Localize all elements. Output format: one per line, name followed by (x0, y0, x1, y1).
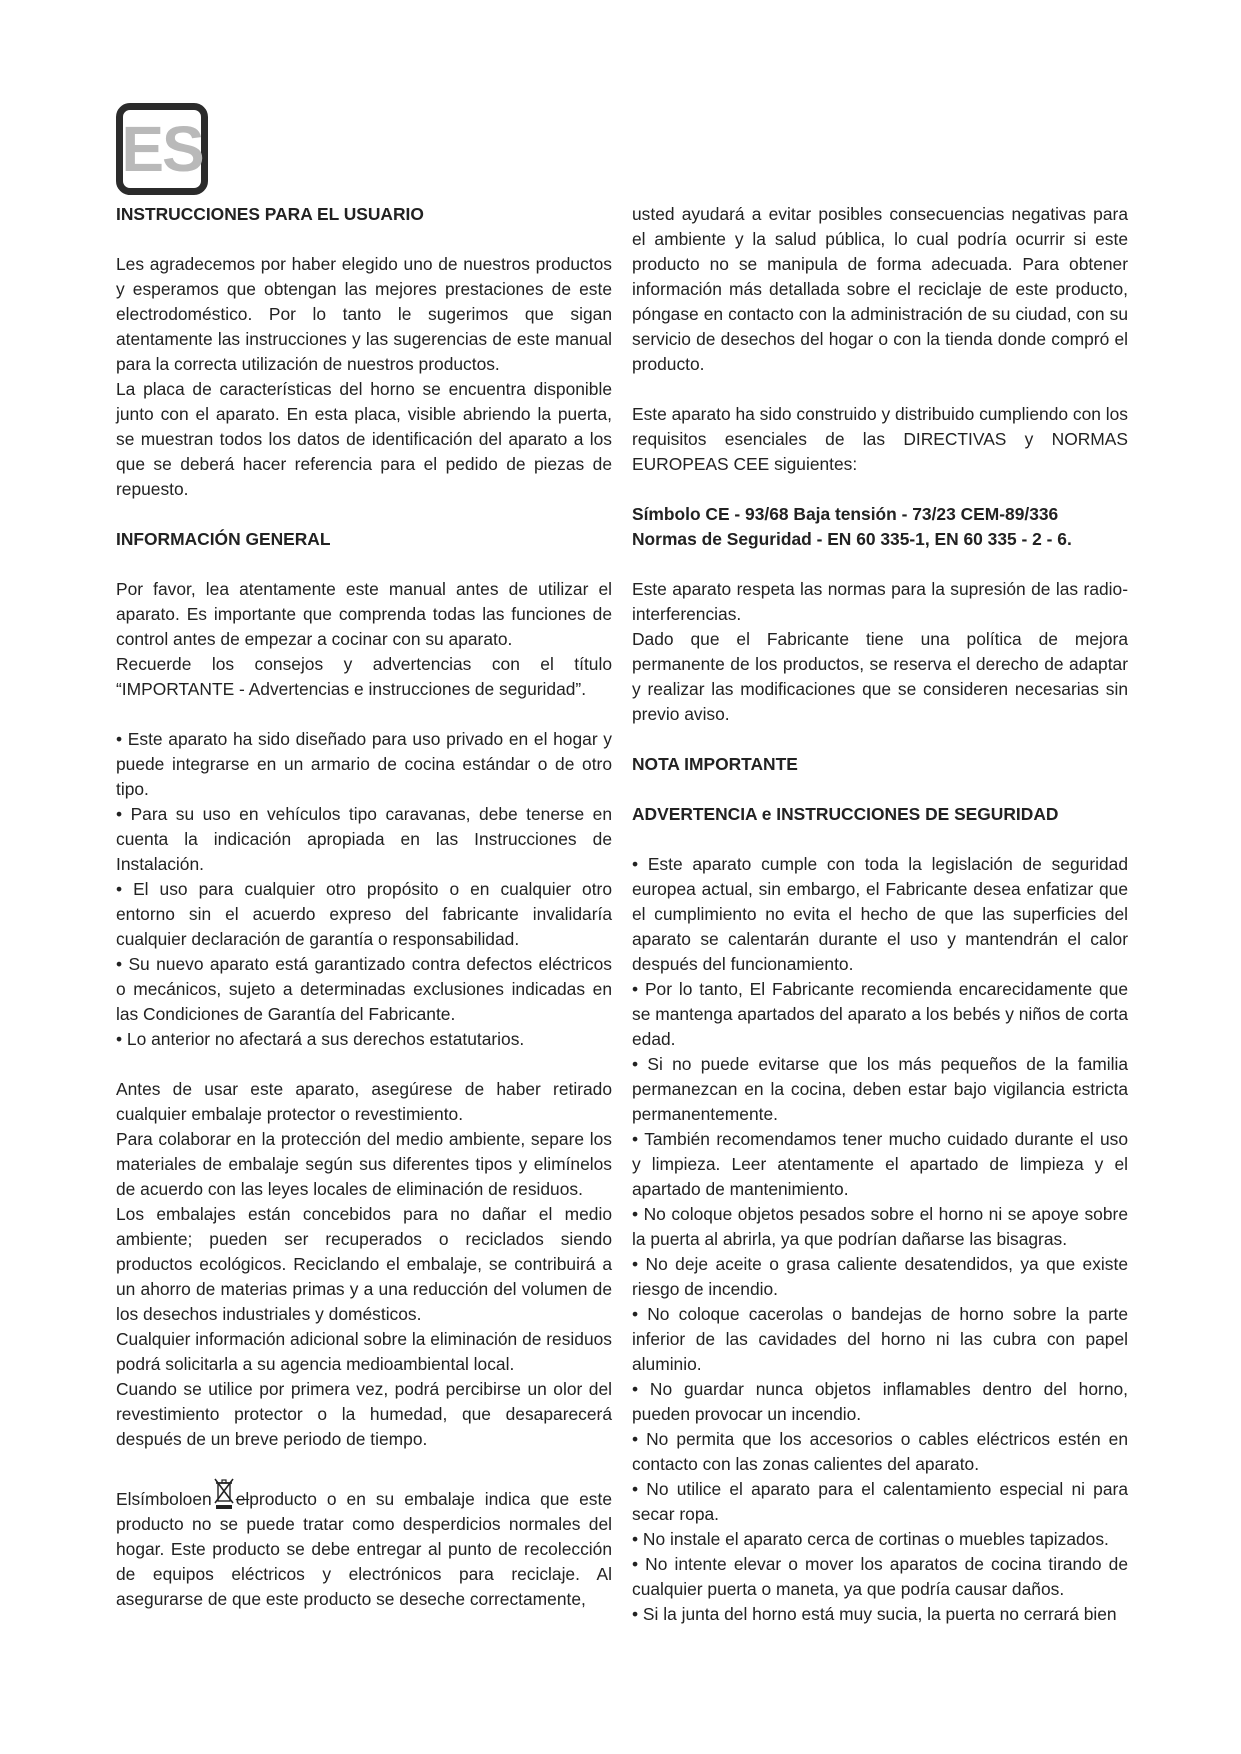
bullet-item: • Este aparato ha sido diseñado para uso privado en el hogar y puede integrarse en un armario de cocina estándar o de otro tipo. (116, 729, 612, 799)
bullet-item: • No permita que los accesorios o cables eléctricos estén en contacto con las zonas calientes del aparato. (632, 1429, 1128, 1474)
bullet-item: • El uso para cualquier otro propósito o en cualquier otro entorno sin el acuerdo expreso del fabricante invalidaría cualquier declaración de garantía o responsabilidad. (116, 879, 612, 949)
directive-line: Símbolo CE - 93/68 Baja tensión - 73/23 CEM-89/336 (632, 504, 1059, 524)
paragraph: Este aparato ha sido construido y distribuido cumpliendo con los requisitos esenciales de las DIRECTIVAS y NORMAS EUROPEAS CEE siguientes: (632, 404, 1128, 474)
paragraph: Cualquier información adicional sobre la eliminación de residuos podrá solicitarla a su agencia medioambiental local. (116, 1329, 612, 1374)
paragraph: La placa de características del horno se encuentra disponible junto con el aparato. En esta placa, visible abriendo la puerta, se muestran todos los datos de identificación del aparato a los que se deberá hacer referencia para el pedido de piezas de repuesto. (116, 379, 612, 499)
section-title-instructions: INSTRUCCIONES PARA EL USUARIO (116, 204, 424, 224)
bullet-item: • Este aparato cumple con toda la legislación de seguridad europea actual, sin embargo, el Fabricante desea enfatizar que el cumplimiento no evita el hecho de que las superficies del aparato se calentarán durante el uso y mantendrán el calor después del funcionamiento. (632, 854, 1128, 974)
paragraph: Por favor, lea atentamente este manual antes de utilizar el aparato. Es importante que comprenda todas las funciones de control antes de empezar a cocinar con su aparato. (116, 579, 612, 649)
language-badge (116, 103, 208, 195)
bullet-item: • No coloque cacerolas o bandejas de horno sobre la parte inferior de las cavidades del horno ni las cubra con papel aluminio. (632, 1304, 1128, 1374)
bullet-item: • También recomendamos tener mucho cuidado durante el uso y limpieza. Leer atentamente el apartado de limpieza y el apartado de mantenimiento. (632, 1129, 1128, 1199)
paragraph: Los embalajes están concebidos para no dañar el medio ambiente; pueden ser recuperados o reciclados siendo productos ecológicos. Reciclando el embalaje, se contribuirá a un ahorro de materias primas y a una reducción del volumen de los desechos industriales y domésticos. (116, 1204, 612, 1324)
paragraph: Cuando se utilice por primera vez, podrá percibirse un olor del revestimiento protector o la humedad, que desaparecerá después de un breve periodo de tiempo. (116, 1379, 612, 1449)
paragraph: usted ayudará a evitar posibles consecuencias negativas para el ambiente y la salud pública, lo cual podría ocurrir si este producto no se manipula de forma adecuada. Para obtener información más detallada sobre el reciclaje de este producto, póngase en contacto con la administración de su ciudad, con su servicio de desechos del hogar o con la tienda donde compró el producto. (632, 204, 1128, 374)
section-title-important-note: NOTA IMPORTANTE (632, 754, 798, 774)
crossed-bin-icon (214, 1477, 234, 1511)
bullet-item: • Por lo tanto, El Fabricante recomienda encarecidamente que se mantenga apartados del aparato a los bebés y niños de corta edad. (632, 979, 1128, 1049)
paragraph: Dado que el Fabricante tiene una política de mejora permanente de los productos, se reserva el derecho de adaptar y realizar las modificaciones que se consideren necesarias sin previo aviso. (632, 629, 1128, 724)
bullet-item: • No coloque objetos pesados sobre el horno ni se apoye sobre la puerta al abrirla, ya que podrían dañarse las bisagras. (632, 1204, 1128, 1249)
section-title-general-info: INFORMACIÓN GENERAL (116, 529, 331, 549)
bullet-item: • No guardar nunca objetos inflamables dentro del horno, pueden provocar un incendio. (632, 1379, 1128, 1424)
weee-paragraph (116, 1477, 612, 1612)
weee-text-start: Elsímboloen (116, 1489, 212, 1509)
bullet-item: • Para su uso en vehículos tipo caravanas, debe tenerse en cuenta la indicación apropiada en las Instrucciones de Instalación. (116, 804, 612, 874)
bullet-item: • Lo anterior no afectará a sus derechos estatutarios. (116, 1029, 525, 1049)
paragraph: Antes de usar este aparato, asegúrese de haber retirado cualquier embalaje protector o revestimiento. (116, 1079, 612, 1124)
paragraph: Este aparato respeta las normas para la supresión de las radio-interferencias. (632, 579, 1128, 624)
standards-line: Normas de Seguridad - EN 60 335-1, EN 60 335 - 2 - 6. (632, 529, 1072, 549)
bullet-item: • Si no puede evitarse que los más pequeños de la familia permanezcan en la cocina, deben estar bajo vigilancia estricta permanentemente. (632, 1054, 1128, 1124)
weee-text-rest: producto o en su embalaje indica que este producto no se puede tratar como desperdicios normales del hogar. Este producto se debe entregar al punto de recolección de equipos eléctricos y electrónicos para reciclaje. Al asegurarse de que este producto se deseche correctamente, (116, 1489, 612, 1609)
paragraph: Les agradecemos por haber elegido uno de nuestros productos y esperamos que obtengan las mejores prestaciones de este electrodoméstico. Por lo tanto le sugerimos que sigan atentamente las instrucciones y las sugerencias de este manual para la correcta utilización de nuestros productos. (116, 254, 612, 374)
bullet-item: • No intente elevar o mover los aparatos de cocina tirando de cualquier puerta o maneta, ya que podría causar daños. (632, 1554, 1128, 1599)
bullet-item: • No instale el aparato cerca de cortinas o muebles tapizados. (632, 1529, 1109, 1549)
section-title-safety: ADVERTENCIA e INSTRUCCIONES DE SEGURIDAD (632, 804, 1059, 824)
paragraph: Para colaborar en la protección del medio ambiente, separe los materiales de embalaje según sus diferentes tipos y elimínelos de acuerdo con las leyes locales de eliminación de residuos. (116, 1129, 612, 1199)
bullet-item: • Si la junta del horno está muy sucia, la puerta no cerrará bien (632, 1604, 1117, 1624)
bullet-item: • No deje aceite o grasa caliente desatendidos, ya que existe riesgo de incendio. (632, 1254, 1128, 1299)
left-column (116, 202, 612, 1612)
bullet-item: • Su nuevo aparato está garantizado contra defectos eléctricos o mecánicos, sujeto a determinadas exclusiones indicadas en las Condiciones de Garantía del Fabricante. (116, 954, 612, 1024)
right-column (632, 202, 1128, 1627)
weee-text-el: el (235, 1489, 250, 1509)
paragraph: Recuerde los consejos y advertencias con el título “IMPORTANTE - Advertencias e instrucciones de seguridad”. (116, 654, 612, 699)
bullet-item: • No utilice el aparato para el calentamiento especial ni para secar ropa. (632, 1479, 1128, 1524)
language-code: ES (121, 113, 203, 185)
